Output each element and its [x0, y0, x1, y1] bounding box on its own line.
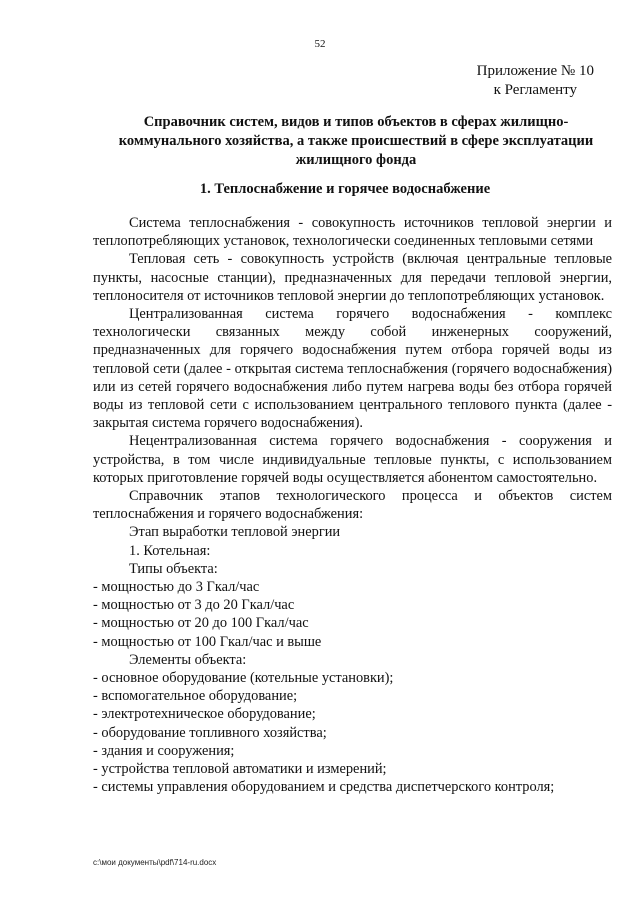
footer-file-path: c:\мои документы\pdf\714-ru.docx	[93, 858, 217, 867]
document-body	[93, 214, 612, 797]
list-item: - вспомогательное оборудование;	[93, 688, 298, 705]
paragraph-decentralized-hot-water: Нецентрализованная система горячего водоснабжения - сооружения и устройства, в том числе индивидуальные тепловые пункты, с использованием которых приготовление горячей воды осуществляется абонентом самостоятельно.	[93, 433, 612, 486]
list-item: - устройства тепловой автоматики и измерений;	[93, 761, 387, 778]
list-item: - мощностью от 20 до 100 Гкал/час	[93, 615, 309, 632]
appendix-line-1: Приложение № 10	[476, 63, 594, 79]
list-item: - системы управления оборудованием и средства диспетчерского контроля;	[93, 779, 555, 796]
paragraph-directory-intro: Справочник этапов технологического процесса и объектов систем теплоснабжения и горячего водоснабжения:	[93, 488, 612, 523]
paragraph-centralized-hot-water: Централизованная система горячего водоснабжения - комплекс технологически связанных между собой инженерных сооружений, предназначенных для горячего водоснабжения путем отбора горячей воды из тепловой сети (далее - открытая система теплоснабжения (горячего водоснабжения) или из сетей горячего водоснабжения либо путем нагрева воды без отбора горячей воды из тепловой сети с использованием центрального теплового пункта (далее - закрытая система горячего водоснабжения).	[93, 306, 612, 432]
appendix-block	[477, 62, 594, 100]
list-item: - электротехническое оборудование;	[93, 706, 316, 723]
list-object: 1. Котельная:	[129, 542, 211, 559]
document-title: Справочник систем, видов и типов объектов в сферах жилищно-коммунального хозяйства, а также происшествий в сфере эксплуатации жилищного фонда	[118, 114, 594, 168]
list-item: - мощностью до 3 Гкал/час	[93, 579, 260, 596]
list-elements-heading: Элементы объекта:	[129, 651, 247, 668]
paragraph-heat-supply-system: Система теплоснабжения - совокупность источников тепловой энергии и теплопотребляющих установок, технологически соединенных тепловыми сетями	[93, 215, 612, 250]
list-item: - основное оборудование (котельные установки);	[93, 670, 394, 687]
list-item: - мощностью от 100 Гкал/час и выше	[93, 633, 322, 650]
list-item: - оборудование топливного хозяйства;	[93, 724, 327, 741]
list-item: - мощностью от 3 до 20 Гкал/час	[93, 597, 295, 614]
section-title: 1. Теплоснабжение и горячее водоснабжение	[199, 181, 491, 197]
list-item: - здания и сооружения;	[93, 742, 235, 759]
list-types-heading: Типы объекта:	[129, 560, 218, 577]
paragraph-heat-network: Тепловая сеть - совокупность устройств (включая центральные тепловые пункты, насосные станции), предназначенных для передачи тепловой энергии, теплоносителя от источников тепловой энергии до теплопотребляющих установок.	[93, 251, 612, 304]
list-stage: Этап выработки тепловой энергии	[129, 524, 341, 541]
page-number: 52	[314, 38, 326, 50]
appendix-line-2: к Регламенту	[493, 82, 578, 98]
